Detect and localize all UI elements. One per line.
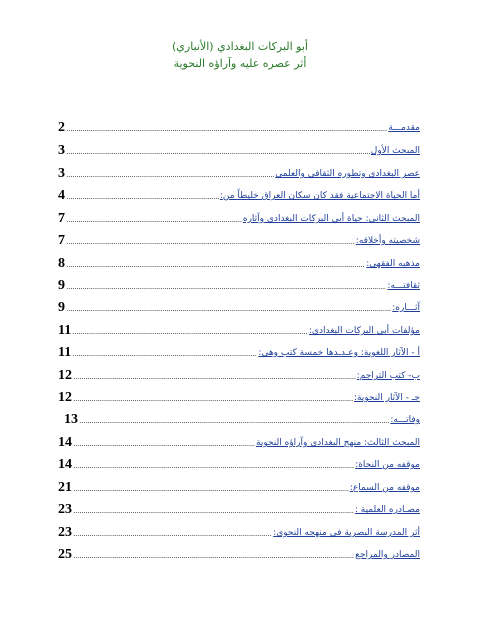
toc-row[interactable]: [58, 498, 420, 518]
toc-leader-dots: [73, 529, 272, 539]
toc-row[interactable]: [58, 162, 420, 182]
toc-leader-dots: [66, 170, 274, 180]
toc-entry-link[interactable]: شخصيته وأخلاقه:: [355, 236, 420, 246]
toc-leader-dots: [72, 327, 308, 337]
toc-entry-link[interactable]: المصادر والمراجع: [355, 550, 420, 560]
toc-leader-dots: [73, 484, 349, 494]
toc-leader-dots: [66, 147, 370, 157]
toc-row[interactable]: [58, 386, 420, 406]
toc-page-number: 3: [58, 143, 65, 158]
toc-page-number: 23: [58, 525, 72, 540]
toc-row[interactable]: [58, 296, 420, 316]
toc-leader-dots: [66, 237, 355, 247]
toc-page-number: 11: [58, 345, 72, 360]
toc-leader-dots: [66, 260, 365, 270]
toc-row[interactable]: [58, 453, 420, 473]
toc-leader-dots: [73, 372, 356, 382]
toc-leader-dots: [73, 551, 354, 561]
toc-page-number: 14: [58, 435, 72, 450]
toc-entry-link[interactable]: ثقافتـــه:: [387, 281, 420, 291]
toc-page-number: 23: [58, 502, 72, 517]
toc-entry-link[interactable]: المبحث الثاني: حياة أبي البركات البغدادي وآثاره: [242, 214, 420, 224]
toc-row[interactable]: [58, 431, 420, 451]
toc-leader-dots: [73, 461, 354, 471]
toc-leader-dots: [66, 215, 242, 225]
toc-entry-link[interactable]: موقفه من النحاة:: [355, 460, 420, 470]
toc-row[interactable]: [58, 184, 420, 204]
toc-page-number: 13: [64, 412, 78, 427]
toc-entry-link[interactable]: أ - الآثار اللغوية: وعـدـدها خمسة كتب وهي:: [258, 348, 420, 358]
document-subtitle: أثر عصره عليه وآراؤه النحوية: [173, 57, 307, 70]
toc-page-number: 2: [58, 120, 65, 135]
toc-page-number: 9: [58, 278, 65, 293]
toc-row[interactable]: [58, 476, 420, 496]
toc-leader-dots: [73, 394, 353, 404]
toc-row[interactable]: [58, 116, 420, 136]
toc-entry-link[interactable]: أثر المدرسة البصرية في منهجه النحوي:: [273, 528, 420, 538]
toc-row[interactable]: [58, 521, 420, 541]
toc-leader-dots: [79, 416, 389, 426]
toc-entry-link[interactable]: مؤلفات أبي البركات البغدادي:: [308, 326, 420, 336]
toc-row[interactable]: [58, 543, 420, 563]
toc-leader-dots: [66, 192, 219, 202]
toc-row[interactable]: [58, 274, 420, 294]
toc-row[interactable]: [58, 341, 420, 361]
toc-leader-dots: [73, 439, 255, 449]
toc-leader-dots: [66, 124, 387, 134]
toc-entry-link[interactable]: المبحث الأول: [370, 146, 420, 156]
toc-leader-dots: [66, 282, 386, 292]
toc-entry-link[interactable]: وفاتـــه:: [390, 415, 420, 425]
toc-page-number: 12: [58, 368, 72, 383]
toc-page-number: 4: [58, 188, 65, 203]
toc-page-number: 25: [58, 547, 72, 562]
toc-row[interactable]: [64, 408, 420, 428]
toc-row[interactable]: [58, 252, 420, 272]
toc-entry-link[interactable]: مقدمـــة: [388, 123, 420, 133]
toc-page-number: 7: [58, 211, 65, 226]
toc-page-number: 21: [58, 480, 72, 495]
toc-entry-link[interactable]: ب- كتب التراجم:: [356, 371, 420, 381]
toc-leader-dots: [73, 506, 354, 516]
toc-entry-link[interactable]: آثـــاره:: [392, 303, 420, 313]
toc-page-number: 3: [58, 166, 65, 181]
toc-entry-link[interactable]: مذهبه الفقهي:: [366, 259, 420, 269]
toc-entry-link[interactable]: مصـادره العلمية :: [354, 505, 420, 515]
toc-leader-dots: [72, 349, 257, 359]
toc-entry-link[interactable]: جـ - الآثار النحوية:: [353, 393, 420, 403]
toc-row[interactable]: [58, 364, 420, 384]
toc-page-number: 12: [58, 390, 72, 405]
toc-leader-dots: [66, 304, 391, 314]
toc-row[interactable]: [58, 139, 420, 159]
toc-row[interactable]: [58, 229, 420, 249]
toc-page-number: 8: [58, 256, 65, 271]
toc-entry-link[interactable]: أما الحياة الاجتماعية فقد كان سكان العراق خليطاً من:: [219, 191, 420, 201]
toc-entry-link[interactable]: موقفه من السماع:: [349, 483, 420, 493]
toc-page-number: 9: [58, 300, 65, 315]
toc-row[interactable]: [58, 319, 420, 339]
toc-row[interactable]: [58, 207, 420, 227]
toc-page-number: 7: [58, 233, 65, 248]
document-title: أبو البركات البغدادي (الأنباري): [172, 40, 308, 53]
toc-entry-link[interactable]: المبحث الثالث: منهج البغدادي وآراؤه النحوية: [256, 438, 420, 448]
toc-entry-link[interactable]: عصر البغدادي وتطوره الثقافي والعلمي: [275, 169, 420, 179]
toc-page-number: 14: [58, 457, 72, 472]
toc-page-number: 11: [58, 323, 72, 338]
